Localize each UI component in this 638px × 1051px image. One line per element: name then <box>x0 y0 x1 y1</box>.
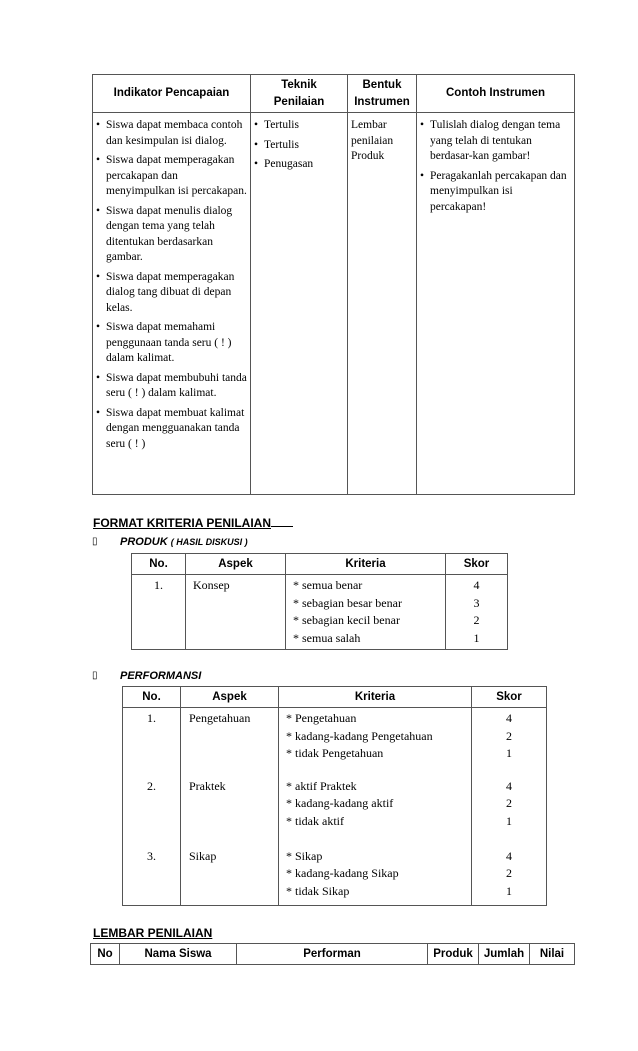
skor-value: 2 <box>473 613 480 628</box>
teknik-cell <box>251 113 348 495</box>
list-item: • Siswa dapat memperagakan percakapan dan menyimpulkan isi percakapan. <box>96 154 247 197</box>
table-row <box>123 708 547 778</box>
kriteria-cell <box>279 708 472 778</box>
skor-cell <box>446 575 508 650</box>
skor-value: 1 <box>506 883 512 898</box>
indicator-table <box>92 74 575 495</box>
kriteria-cell <box>279 848 472 906</box>
header-produk: Produk <box>428 944 479 965</box>
header-nilai: Nilai <box>530 944 575 965</box>
aspek-cell: Sikap <box>181 848 279 906</box>
performansi-table <box>122 686 547 906</box>
no-cell: 3. <box>123 848 181 906</box>
table-row <box>132 575 508 650</box>
header-contoh: Contoh Instrumen <box>417 75 575 113</box>
kriteria-line: * semua benar <box>293 578 363 592</box>
bentuk-item: Lembar penilaian <box>351 119 394 147</box>
list-item: • Tertulis <box>254 119 299 131</box>
kriteria-line: * Sikap <box>286 848 323 863</box>
header-indikator: Indikator Pencapaian <box>93 75 251 113</box>
kriteria-line: * tidak Pengetahuan <box>286 746 384 761</box>
header-performan: Performan <box>237 944 428 965</box>
list-item: • Tulislah dialog dengan tema yang telah di tentukan berdasar-kan gambar! <box>420 119 561 162</box>
list-item: • Penugasan <box>254 158 314 170</box>
kriteria-cell <box>286 575 446 650</box>
list-item: • Siswa dapat membaca contoh dan kesimpulan isi dialog. <box>96 119 243 147</box>
performansi-table-header <box>123 687 547 708</box>
header-aspek: Aspek <box>186 554 286 575</box>
header-kriteria: Kriteria <box>279 687 472 708</box>
skor-value: 1 <box>506 746 512 761</box>
skor-cell <box>472 848 547 906</box>
skor-value: 2 <box>506 866 512 881</box>
kriteria-line: * tidak aktif <box>286 813 344 828</box>
list-item: • Siswa dapat menulis dialog dengan tema yang telah ditentukan berdasarkan gambar. <box>96 204 233 263</box>
produk-heading: PRODUK ( HASIL DISKUSI ) <box>120 536 248 548</box>
kriteria-line: * sebagian kecil benar <box>293 613 400 628</box>
list-item: • Peragakanlah percakapan dan menyimpulkan isi percakapan! <box>420 169 567 213</box>
kriteria-cell <box>279 778 472 848</box>
list-item: • Siswa dapat membuat kalimat dengan mengguanakan tanda seru ( ! ) <box>96 406 245 450</box>
skor-value: 3 <box>473 595 480 610</box>
list-item: • Siswa dapat memperagakan dialog tang dibuat di depan kelas. <box>96 270 235 314</box>
header-skor: Skor <box>472 687 547 708</box>
no-cell: 1. <box>132 575 186 650</box>
indicator-table-row <box>93 113 575 495</box>
lembar-table <box>90 943 575 965</box>
kriteria-line: * tidak Sikap <box>286 883 350 898</box>
produk-table-header <box>132 554 508 575</box>
aspek-cell: Konsep <box>186 575 286 650</box>
header-aspek: Aspek <box>181 687 279 708</box>
kriteria-line: * kadang-kadang Pengetahuan <box>286 728 433 743</box>
header-no: No. <box>123 687 181 708</box>
no-cell: 2. <box>123 778 181 848</box>
skor-cell <box>472 708 547 778</box>
kriteria-line: * aktif Praktek <box>286 778 357 793</box>
skor-value: 4 <box>506 848 512 863</box>
aspek-cell: Praktek <box>181 778 279 848</box>
bentuk-item: Produk <box>351 150 385 162</box>
box-glyph-icon: ▯ <box>92 536 98 547</box>
kriteria-line: * kadang-kadang Sikap <box>286 866 399 881</box>
header-nama-siswa: Nama Siswa <box>120 944 237 965</box>
header-no: No. <box>132 554 186 575</box>
skor-value: 4 <box>506 711 512 725</box>
kriteria-line: * semua salah <box>293 630 361 645</box>
contoh-cell <box>417 113 575 495</box>
indicator-table-header <box>93 75 575 113</box>
performansi-heading: PERFORMANSI <box>120 670 202 682</box>
skor-value: 2 <box>506 728 512 743</box>
kriteria-line: * kadang-kadang aktif <box>286 796 394 811</box>
list-item: • Siswa dapat membubuhi tanda seru ( ! ) dalam kalimat. <box>96 371 247 399</box>
skor-value: 2 <box>506 796 512 811</box>
format-title: FORMAT KRITERIA PENILAIAN <box>93 515 293 530</box>
header-bentuk: Bentuk Instrumen <box>348 75 417 113</box>
skor-value: 1 <box>473 630 480 645</box>
lembar-table-header <box>91 944 575 965</box>
skor-value: 1 <box>506 813 512 828</box>
header-kriteria: Kriteria <box>286 554 446 575</box>
list-item: • Siswa dapat memahami penggunaan tanda seru ( ! ) dalam kalimat. <box>96 321 232 364</box>
skor-value: 4 <box>506 778 512 793</box>
lembar-title: LEMBAR PENILAIAN <box>93 926 213 940</box>
indikator-cell <box>93 113 251 495</box>
aspek-cell: Pengetahuan <box>181 708 279 778</box>
list-item: • Tertulis <box>254 138 299 151</box>
table-row <box>123 848 547 906</box>
header-skor: Skor <box>446 554 508 575</box>
produk-table <box>131 553 508 650</box>
bentuk-cell <box>348 113 417 495</box>
header-jumlah: Jumlah <box>479 944 530 965</box>
no-cell: 1. <box>123 708 181 778</box>
kriteria-line: * Pengetahuan <box>286 711 357 725</box>
table-row <box>123 778 547 848</box>
skor-value: 4 <box>473 578 480 592</box>
skor-cell <box>472 778 547 848</box>
header-no: No <box>91 944 120 965</box>
kriteria-line: * sebagian besar benar <box>293 595 402 610</box>
header-teknik: Teknik Penilaian <box>251 75 348 113</box>
box-glyph-icon: ▯ <box>92 670 98 681</box>
